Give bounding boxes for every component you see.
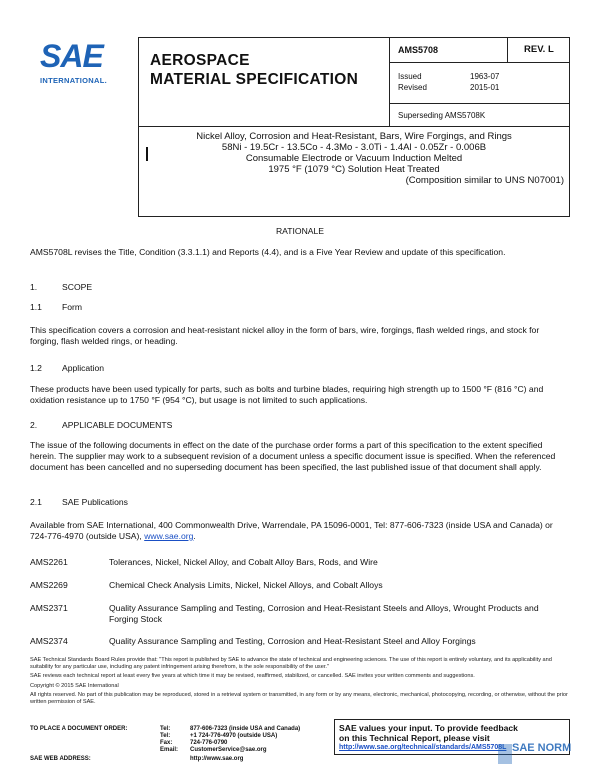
revision-bar <box>146 147 148 161</box>
section-number: 1.2 <box>30 363 42 373</box>
section-title: SAE Publications <box>62 497 128 507</box>
web-address[interactable]: http://www.sae.org <box>190 756 244 762</box>
web-label: SAE WEB ADDRESS: <box>30 756 91 762</box>
issued-row <box>398 72 500 82</box>
section-title: Application <box>62 363 105 373</box>
tel-label: Tel: <box>160 726 171 732</box>
feedback-line-2: on this Technical Report, please visit <box>339 733 490 743</box>
watermark-mark <box>498 744 512 764</box>
section-number: 2.1 <box>30 497 42 507</box>
reference-number: AMS2261 <box>30 557 68 567</box>
reference-title: Quality Assurance Sampling and Testing, Corrosion and Heat-Resistant Steel and Alloy Forgings <box>109 636 476 646</box>
superseding-note: Superseding AMS5708K <box>390 103 570 127</box>
tel-label-2: Tel: <box>160 733 171 739</box>
subject-line-3: Consumable Electrode or Vacuum Induction Melted <box>245 153 463 164</box>
section-number: 1. <box>30 282 38 292</box>
section-1-1-text: This specification covers a corrosion and heat-resistant nickel alloy in the form of bars, wire, forgings, flash welded rings, and stock for forging, flash welded rings, or heading. <box>30 325 540 346</box>
sae-website-link[interactable]: www.sae.org <box>144 531 194 541</box>
reference-title: Tolerances, Nickel, Nickel Alloy, and Cobalt Alloy Bars, Rods, and Wire <box>109 557 378 567</box>
section-title: APPLICABLE DOCUMENTS <box>62 420 173 430</box>
watermark-logo <box>498 738 598 774</box>
logo-subtext: INTERNATIONAL. <box>40 76 107 85</box>
fax-number: 724-776-0790 <box>190 740 228 746</box>
doc-title <box>140 37 390 127</box>
revision-label: REV. L <box>508 37 570 63</box>
section-1-heading <box>30 282 92 292</box>
tel-inside: 877-606-7323 (inside USA and Canada) <box>190 726 301 732</box>
section-2-1-heading <box>30 497 128 507</box>
section-1-1-heading <box>30 302 82 312</box>
footer-rules: SAE Technical Standards Board Rules provide that: "This report is published by SAE to advance the state of technical and engineering sciences. The use of this report is entirely voluntary, and its applicability and suitability for any particular use, including any patent infringement arising therefrom, is the sole responsibility of the user." <box>30 657 552 671</box>
email-address[interactable]: CustomerService@sae.org <box>190 747 267 753</box>
reference-title: Quality Assurance Sampling and Testing, Corrosion and Heat-Resistant Steels and Alloys, Wrought Products and Forging Stock <box>109 603 539 624</box>
watermark-text: SAE NORM <box>512 742 572 754</box>
tel-outside: +1 724-776-4970 (outside USA) <box>190 733 278 739</box>
section-number: 1.1 <box>30 302 42 312</box>
subject-line-1: Nickel Alloy, Corrosion and Heat-Resistant, Bars, Wire Forgings, and Rings <box>196 131 512 142</box>
fax-label: Fax: <box>160 740 173 746</box>
section-2-heading <box>30 420 172 430</box>
issued-value: 1963-07 <box>470 72 500 81</box>
revised-value: 2015-01 <box>470 83 500 92</box>
subject-line-2: 58Ni - 19.5Cr - 13.5Co - 4.3Mo - 3.0Ti - 1.4Al - 0.05Zr - 0.006B <box>221 142 487 153</box>
section-title: SCOPE <box>62 282 93 292</box>
footer-review: SAE reviews each technical report at least every five years at which time it may be revised, reaffirmed, stabilized, or cancelled. SAE invites your written comments and suggestions. <box>30 673 475 680</box>
footer-copyright: Copyright © 2015 SAE International <box>30 682 119 689</box>
order-label: TO PLACE A DOCUMENT ORDER: <box>30 726 128 732</box>
title-line-1: AEROSPACE <box>150 52 250 69</box>
rationale-heading: RATIONALE <box>275 226 325 236</box>
subject-line-4: 1975 °F (1079 °C) Solution Heat Treated <box>268 164 440 175</box>
reference-number: AMS2371 <box>30 603 68 613</box>
header-divider <box>138 126 570 127</box>
period: . <box>193 531 196 541</box>
sae-address: Available from SAE International, 400 Commonwealth Drive, Warrendale, PA 15096-0001, Tel: 877-606-7323 (inside USA and Canada) or 724-776-4970 (outside USA), <box>30 520 553 541</box>
section-number: 2. <box>30 420 38 430</box>
section-2-1-text <box>30 520 570 542</box>
revised-label: Revised <box>398 83 427 92</box>
reference-number: AMS2269 <box>30 580 68 590</box>
rationale-text: AMS5708L revises the Title, Condition (3.3.1.1) and Reports (4.4), and is a Five Year Review and update of this specification. <box>30 247 506 257</box>
feedback-link[interactable]: http://www.sae.org/technical/standards/AMS5708L <box>339 744 507 751</box>
section-2-text: The issue of the following documents in effect on the date of the purchase order forms a part of this specification to the extent specified herein. The supplier may work to a subsequent revision of a document unless a specific document issue is specified. When the referenced document has been cancelled and no superseding document has been specified, the last published issue of that document shall apply. <box>30 440 556 472</box>
section-1-2-text: These products have been used typically for parts, such as bolts and turbine blades, requiring high strength up to 1500 °F (816 °C) and oxidation resistance up to 1750 °F (954 °C), but usage is not limited to such applications. <box>30 384 544 405</box>
reference-title: Chemical Check Analysis Limits, Nickel, Nickel Alloys, and Cobalt Alloys <box>109 580 383 590</box>
title-line-2: MATERIAL SPECIFICATION <box>150 71 359 88</box>
sae-logo <box>30 36 130 96</box>
feedback-line-1: SAE values your input. To provide feedback <box>339 723 518 733</box>
legal-footer <box>30 657 570 708</box>
section-1-2-heading <box>30 363 104 373</box>
dates-block <box>390 63 570 103</box>
reference-number: AMS2374 <box>30 636 68 646</box>
email-label: Email: <box>160 747 179 753</box>
section-title: Form <box>62 302 83 312</box>
issued-label: Issued <box>398 72 422 81</box>
revised-row <box>398 83 500 93</box>
subject-line-5: (Composition similar to UNS N07001) <box>405 175 564 186</box>
subject-block <box>140 131 568 186</box>
footer-rights: All rights reserved. No part of this publication may be reproduced, stored in a retrieval system or transmitted, in any form or by any means, electronic, mechanical, photocopying, recording, or otherwise, without the prior written permission of SAE. <box>30 691 568 706</box>
logo-text: SAE <box>40 38 103 74</box>
doc-number: AMS5708 <box>390 37 508 63</box>
